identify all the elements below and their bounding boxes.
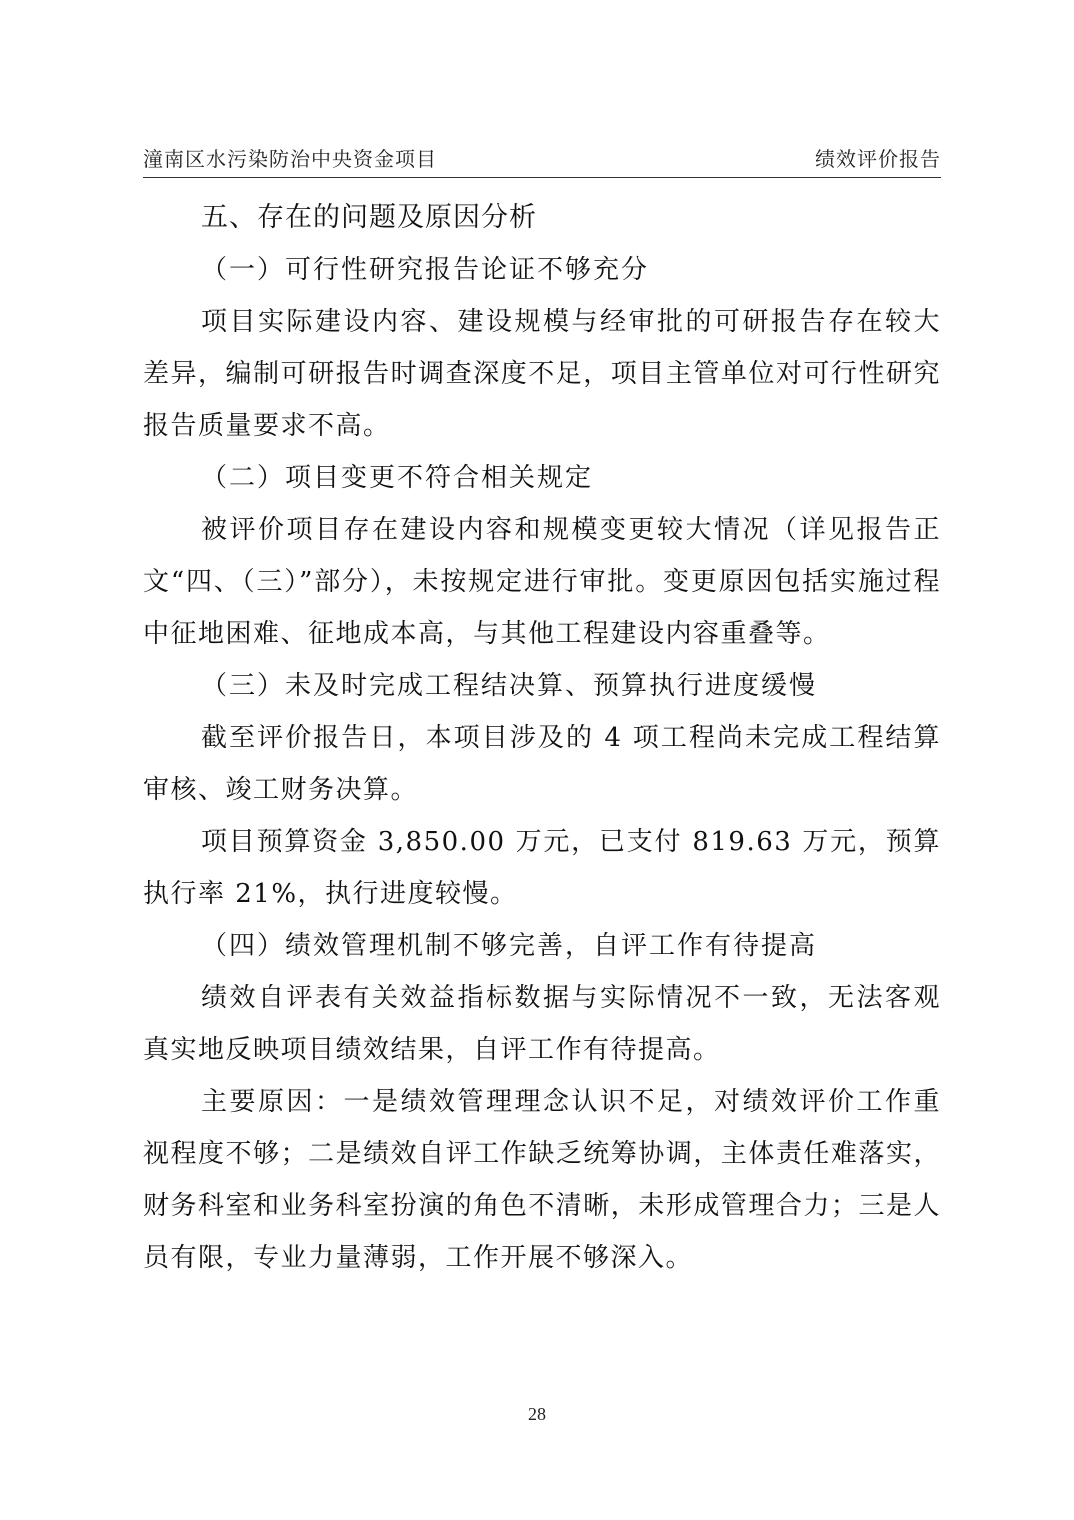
page-body xyxy=(143,192,941,1284)
subsection-heading: （三）未及时完成工程结决算、预算执行进度缓慢 xyxy=(201,671,818,701)
paragraph: 绩效自评表有关效益指标数据与实际情况不一致，无法客观真实地反映项目绩效结果，自评工作有待提高。 xyxy=(143,983,941,1065)
subsection-heading: （四）绩效管理机制不够完善，自评工作有待提高 xyxy=(201,931,818,961)
paragraph: 被评价项目存在建设内容和规模变更较大情况（详见报告正文“四、（三）”部分），未按规定进行审批。变更原因包括实施过程中征地困难、征地成本高，与其他工程建设内容重叠等。 xyxy=(143,515,941,649)
paragraph: 项目预算资金 3,850.00 万元，已支付 819.63 万元，预算执行率 21%，执行进度较慢。 xyxy=(143,827,941,909)
header-report-type: 绩效评价报告 xyxy=(815,147,941,171)
section-title: 五、存在的问题及原因分析 xyxy=(201,202,537,233)
subsection-heading: （一）可行性研究报告论证不够充分 xyxy=(201,255,650,285)
header-divider xyxy=(143,177,941,178)
paragraph: 项目实际建设内容、建设规模与经审批的可研报告存在较大差异，编制可研报告时调查深度不足，项目主管单位对可行性研究报告质量要求不高。 xyxy=(143,307,941,441)
paragraph: 截至评价报告日，本项目涉及的 4 项工程尚未完成工程结算审核、竣工财务决算。 xyxy=(143,723,941,805)
paragraph: 主要原因：一是绩效管理理念认识不足，对绩效评价工作重视程度不够；二是绩效自评工作缺乏统筹协调，主体责任难落实，财务科室和业务科室扮演的角色不清晰，未形成管理合力；三是人员有限，专业力量薄弱，工作开展不够深入。 xyxy=(143,1087,941,1273)
running-header xyxy=(143,146,941,176)
page-number: 28 xyxy=(528,1404,546,1424)
subsection-heading: （二）项目变更不符合相关规定 xyxy=(201,463,594,493)
header-project-title: 潼南区水污染防治中央资金项目 xyxy=(143,147,437,171)
